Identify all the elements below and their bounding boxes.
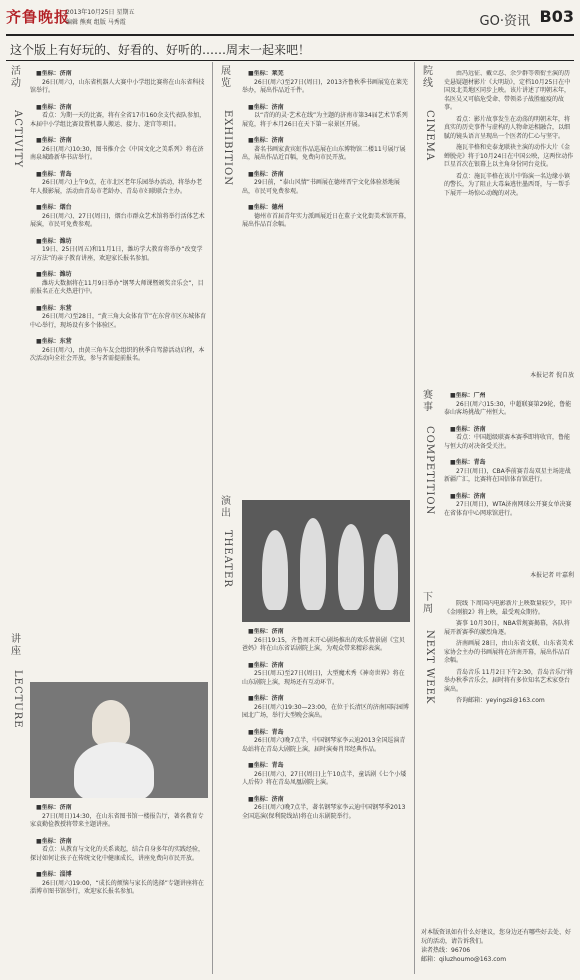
masthead	[6, 4, 574, 36]
performer-figure	[262, 530, 288, 610]
list-item: ■坐标：济南 看点：中国超级联赛本赛季即将收官，鲁能与恒大的对决备受关注。	[444, 425, 571, 450]
cinema-paragraph: 看点：影片故事发生在动荡的明朝末年，将真实的历史事件与虚构的人物命运相融合，以细腻的镜头语言呈现出一个医者的仁心与坚守。	[444, 115, 571, 140]
editors-line: 编辑 熊爽 组版 马秀霞	[66, 19, 126, 26]
nextweek-label-cn: 下周	[423, 592, 433, 615]
list-item: ■坐标：淄博 26日(周六)19:00，“成长的烦恼与家长的选择”专题讲座将在淄博市图书馆举行，欢迎家长报名参加。	[30, 871, 204, 895]
column-divider-2	[414, 62, 415, 974]
speaker-figure	[92, 700, 130, 746]
list-item: ■坐标：青岛 27日(周日)，CBA季前赛青岛双星主场迎战新疆广汇，比赛将在国信体育馆进行。	[444, 459, 571, 483]
list-item: ■坐标：青岛 26日(周六)晚7点半，中国钢琴家李云迪2013全国巡演青岛站将在青岛大剧院上演，届时演奏肖邦经典作品。	[242, 728, 406, 753]
lecture-photo	[30, 682, 208, 798]
list-item: ■坐标：青岛 26日(周六)、27日(周日)上午10点半，童话剧《七个小矮人后传》将在青岛凤凰剧院上演。	[242, 762, 407, 786]
list-item: ■坐标：济南 看点：从教育与文化的关系谈起，结合自身多年的实践经验，探讨如何让孩子在传统文化中健康成长，讲座免费向市民开放。	[30, 837, 205, 862]
performer-figure	[300, 518, 326, 610]
list-item: ■坐标：德州 德州市首届青年实力派画展近日在董子文化街美术馆开幕，展出作品百余幅。	[242, 204, 410, 228]
page-number: B03	[539, 7, 574, 26]
list-item: ■坐标：潍坊 19日、25日(周五)和11月1日，潍坊学大教育将举办“改变学习方法”的亲子教育讲座，欢迎家长报名参加。	[30, 237, 203, 262]
exhibition-column	[242, 70, 410, 490]
list-item: ■坐标：潍坊 潍坊大数据将在11月9日举办“钢琴大师课暨颁奖音乐会”，目前报名正在火热进行中。	[30, 271, 204, 295]
lecture-label-en: LECTURE	[12, 670, 23, 729]
performer-figure	[338, 524, 364, 610]
exhibition-label-en: EXHIBITION	[222, 110, 233, 186]
list-item: ■坐标：济南 25日(周五)至27日(周日)，大型魔术秀《神奇世界》将在山东剧院上演，现场还有互动环节。	[242, 661, 405, 686]
theater-label-en: THEATER	[222, 530, 233, 588]
list-item: ■坐标：青岛 26日(周六)上午9点，在市北区老年乐园举办活动，将举办老年人摄影展，活动由青岛市老龄办、青岛市妇联联合主办。	[30, 170, 203, 195]
list-item: ■坐标：济南 以“青的的灵·艺术在线”为主题的济南市第34届艺术节系列展览，将于本月26日在天下第一泉景区开展。	[242, 103, 408, 128]
activity-column	[30, 70, 208, 630]
speaker-body	[74, 742, 154, 798]
nextweek-paragraph: 赛事 10月30日，NBA常规赛揭幕，各队将展开新赛季的激烈角逐。	[444, 620, 570, 636]
theater-column	[242, 628, 410, 974]
headline-rule	[6, 60, 574, 61]
section-title: GO·资讯	[479, 14, 530, 29]
cinema-label-en: CINEMA	[424, 110, 435, 162]
theater-photo	[242, 500, 410, 622]
list-item: ■坐标：济南 26日19:15，齐鲁周末开心剧场推出的欢乐情景剧《宝贝爸妈》将在山东省话剧院上演，为观众带来精彩表演。	[242, 628, 405, 652]
cinema-signature: 本报记者 倪自放	[530, 372, 574, 379]
activity-label-cn: 活动	[11, 66, 21, 89]
footer-hotline: 读者热线：96706	[421, 947, 471, 954]
footer-note	[421, 928, 571, 964]
list-item: ■坐标：济南 26日(周六)10:30，图书推介会《中国文化之美系列》将在济南泉城路新华书店举行。	[30, 137, 204, 161]
column-divider-1	[212, 62, 213, 974]
competition-label-en: COMPETITION	[424, 426, 435, 516]
nextweek-paragraph: 青岛音乐 11月2日下午2:30，青岛音乐厅将举办秋季音乐会，届时将有多位知名艺术家登台演出。	[444, 668, 573, 693]
list-item: ■坐标：济南 著名书画家黄宾虹作品巡展在山东博物馆二楼11号展厅展出，展出作品近百幅，免费向市民开放。	[242, 137, 406, 161]
nextweek-paragraph: 济南画展 28日，由山东省文联、山东省美术家协会主办的书画展将在济南开幕，展出作品百余幅。	[444, 640, 574, 664]
list-item: ■坐标：东营 26日(周六)，由黄三角车友会组织的秋季自驾游活动启程，本次活动向全社会开放，参与者需提前报名。	[30, 338, 205, 362]
page-headline: 这个版上有好玩的、好看的、好听的……周末一起来吧！	[10, 43, 311, 57]
list-item: ■坐标：济南 27日(周日)14:30，在山东省图书馆一楼报告厅，著名教育专家袁勤俭教授将带来主题讲座。	[30, 804, 204, 828]
list-item: ■坐标：莱芜 26日(周六)至27日(周日)，2013齐鲁秋季书画展览在莱芜举办，展出作品近千件。	[242, 70, 408, 94]
list-item: ■坐标：济南 29日前，“泰山风情”书画展在德州晋宁文化体验基地展出，市民可免费参观。	[242, 170, 400, 195]
theater-label-cn: 演出	[221, 496, 231, 519]
lecture-label-cn: 讲座	[11, 634, 21, 657]
footer-line: 对本版资讯如有什么好建议，您身边还有哪些好去处、好玩的活动，请告诉我们。	[421, 929, 572, 945]
lecture-column	[30, 804, 208, 974]
competition-label-cn: 赛事	[423, 390, 433, 413]
competition-signature: 本报记者 叶嘉利	[530, 572, 574, 579]
cinema-label-cn: 院线	[423, 66, 433, 89]
nextweek-column	[444, 600, 574, 910]
nextweek-paragraph: 院线 下周国内电影新片上映数量较少，其中《金刚狼2》将上映，最受观众期待。	[444, 600, 572, 616]
cinema-paragraph: 看点：施瓦辛格在该片中饰演一名边缘小镇的警长，为了阻止大毒枭逃往墨西哥，与一帮手下展开一场惊心动魄的对决。	[444, 172, 571, 197]
cinema-paragraph: 施瓦辛格和史泰龙联袂主演的动作大片《金蝉脱壳》将于10月24日在中国公映，这两位动作巨星首次在银幕上以主角身份同台竞技。	[444, 144, 574, 168]
performer-figure	[374, 534, 398, 610]
list-item: ■坐标：广州 26日(周六)15:30，中超联赛第29轮，鲁能泰山客场挑战广州恒大。	[444, 392, 572, 416]
list-item: ■坐标：济南 27日(周日)，WTA济南网球公开赛女单决赛在省体育中心网球馆进行。	[444, 492, 572, 517]
nextweek-label-en: NEXT WEEK	[424, 630, 435, 705]
list-item: ■坐标：烟台 26日(周六)、27日(周日)，烟台市群众艺术馆将举行活体艺术展演，市民可免费参观。	[30, 204, 205, 228]
activity-label-en: ACTIVITY	[12, 110, 23, 168]
list-item: ■坐标：济南 26日(周六)，山东省机器人大赛中小学组比赛将在山东省科技馆举行。	[30, 70, 205, 94]
cinema-paragraph: 由冯远征、戴立忍、余少群等领衔主演的历史悬疑题材影片《大明劫》，定档10月25日在中国及北美地区同步上映。该片讲述了明朝末年，名医吴又可临危受命、带领弟子战胜瘟疫的故事。	[444, 70, 571, 111]
newspaper-logo: 齐鲁晚报	[6, 8, 71, 26]
footer-email: 邮箱：qiluzhoumo@163.com	[421, 956, 507, 963]
competition-column	[444, 392, 574, 568]
list-item: ■坐标：东营 26日(周六)至28日，“黄三角大众体育节”在东营市区东城体育中心举行，现场设有多个体验区。	[30, 304, 207, 329]
contact-email: 咨询邮箱：yeyingzii@163.com	[456, 697, 545, 704]
list-item: ■坐标：济南 26日(周六)晚7点半，著名钢琴家李云迪中国钢琴季2013全国巡演(保利院线站)将在山东剧院举行。	[242, 795, 406, 820]
date-line: 2013年10月25日 星期五	[66, 9, 135, 16]
exhibition-label-cn: 展览	[221, 66, 231, 89]
cinema-column	[444, 70, 574, 370]
list-item: ■坐标：济南 看点：为期一天的比赛，将有全省17市160余支代表队参加，本届中小学组比赛设置机器人搬运、接力、迷宫等项目。	[30, 103, 206, 128]
list-item: ■坐标：济南 26日(周六)19:30—23:00，在位于长清区的济南国际园博园北广场，举行大型晚会演出。	[242, 695, 409, 719]
